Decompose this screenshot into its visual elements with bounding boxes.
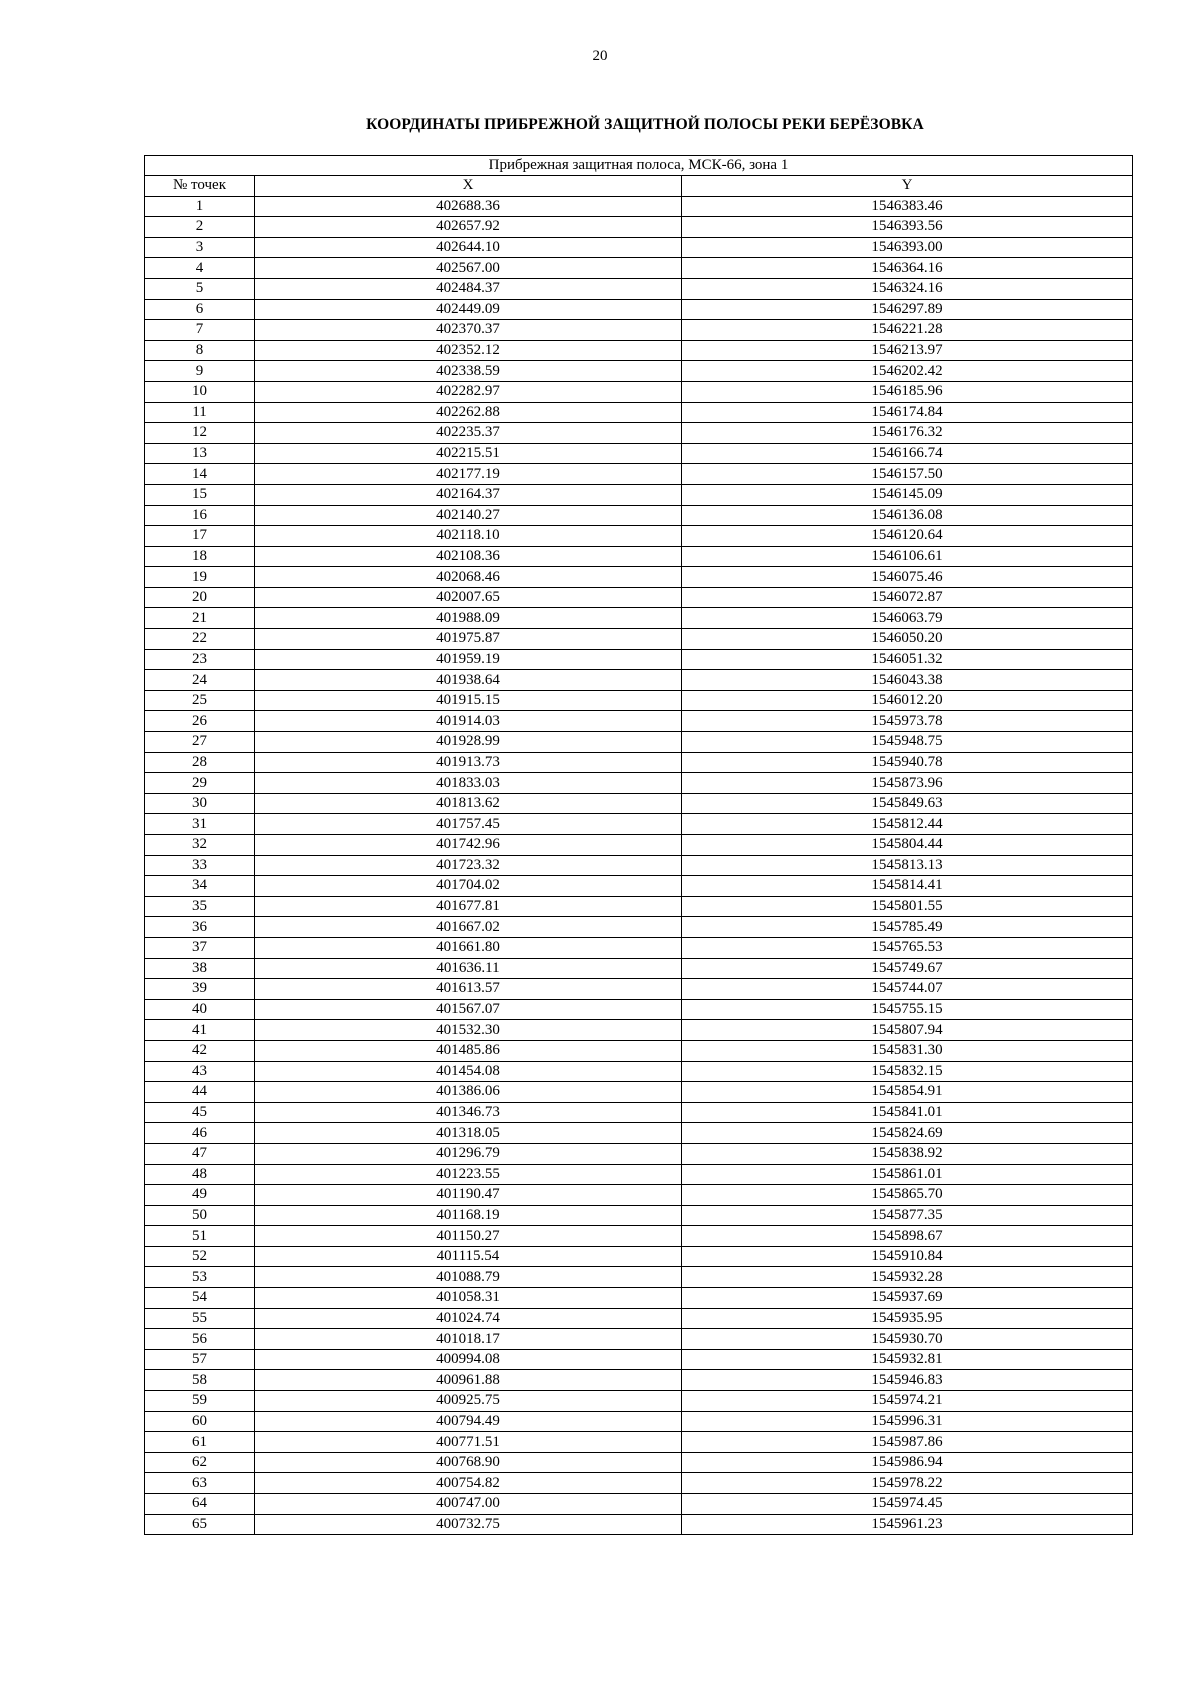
x-cell: 401667.02 (255, 917, 682, 938)
x-cell: 401058.31 (255, 1288, 682, 1309)
x-cell: 401318.05 (255, 1123, 682, 1144)
x-cell: 402164.37 (255, 484, 682, 505)
y-cell: 1546106.61 (682, 546, 1133, 567)
point-number-cell: 64 (145, 1494, 255, 1515)
y-cell: 1545910.84 (682, 1246, 1133, 1267)
x-cell: 401223.55 (255, 1164, 682, 1185)
table-caption: Прибрежная защитная полоса, МСК-66, зона 1 (145, 156, 1133, 176)
table-row (145, 1040, 1133, 1061)
x-cell: 401168.19 (255, 1205, 682, 1226)
x-cell: 401757.45 (255, 814, 682, 835)
x-cell: 401018.17 (255, 1329, 682, 1350)
x-cell: 401959.19 (255, 649, 682, 670)
y-cell: 1546145.09 (682, 484, 1133, 505)
x-cell: 401704.02 (255, 876, 682, 897)
y-cell: 1545932.28 (682, 1267, 1133, 1288)
point-number-cell: 45 (145, 1102, 255, 1123)
y-cell: 1546075.46 (682, 567, 1133, 588)
table-row (145, 670, 1133, 691)
table-row (145, 484, 1133, 505)
point-number-cell: 29 (145, 773, 255, 794)
point-number-cell: 10 (145, 381, 255, 402)
point-number-cell: 12 (145, 423, 255, 444)
table-row (145, 1329, 1133, 1350)
table-row (145, 917, 1133, 938)
y-cell: 1546213.97 (682, 340, 1133, 361)
table-row (145, 835, 1133, 856)
point-number-cell: 41 (145, 1020, 255, 1041)
x-cell: 401532.30 (255, 1020, 682, 1041)
point-number-cell: 33 (145, 855, 255, 876)
table-row (145, 402, 1133, 423)
table-row (145, 1143, 1133, 1164)
y-cell: 1545987.86 (682, 1432, 1133, 1453)
table-row (145, 299, 1133, 320)
x-cell: 400994.08 (255, 1349, 682, 1370)
y-cell: 1545937.69 (682, 1288, 1133, 1309)
point-number-cell: 53 (145, 1267, 255, 1288)
table-row (145, 526, 1133, 547)
header-y: Y (682, 176, 1133, 197)
table-row (145, 1514, 1133, 1535)
table-row (145, 690, 1133, 711)
table-row (145, 237, 1133, 258)
x-cell: 401938.64 (255, 670, 682, 691)
x-cell: 401613.57 (255, 979, 682, 1000)
x-cell: 401914.03 (255, 711, 682, 732)
y-cell: 1546297.89 (682, 299, 1133, 320)
y-cell: 1545996.31 (682, 1411, 1133, 1432)
x-cell: 402644.10 (255, 237, 682, 258)
point-number-cell: 6 (145, 299, 255, 320)
x-cell: 402484.37 (255, 278, 682, 299)
y-cell: 1546185.96 (682, 381, 1133, 402)
point-number-cell: 1 (145, 196, 255, 217)
y-cell: 1546174.84 (682, 402, 1133, 423)
point-number-cell: 11 (145, 402, 255, 423)
table-row (145, 567, 1133, 588)
point-number-cell: 60 (145, 1411, 255, 1432)
table-row (145, 1164, 1133, 1185)
y-cell: 1545865.70 (682, 1185, 1133, 1206)
y-cell: 1545973.78 (682, 711, 1133, 732)
y-cell: 1545935.95 (682, 1308, 1133, 1329)
point-number-cell: 59 (145, 1391, 255, 1412)
x-cell: 401636.11 (255, 958, 682, 979)
y-cell: 1546051.32 (682, 649, 1133, 670)
point-number-cell: 14 (145, 464, 255, 485)
y-cell: 1546050.20 (682, 629, 1133, 650)
y-cell: 1546012.20 (682, 690, 1133, 711)
y-cell: 1546364.16 (682, 258, 1133, 279)
table-row (145, 711, 1133, 732)
x-cell: 402370.37 (255, 320, 682, 341)
y-cell: 1545873.96 (682, 773, 1133, 794)
x-cell: 402118.10 (255, 526, 682, 547)
table-row (145, 1308, 1133, 1329)
table-row (145, 1123, 1133, 1144)
y-cell: 1545832.15 (682, 1061, 1133, 1082)
table-row (145, 464, 1133, 485)
table-row (145, 505, 1133, 526)
x-cell: 400754.82 (255, 1473, 682, 1494)
point-number-cell: 9 (145, 361, 255, 382)
table-row (145, 340, 1133, 361)
point-number-cell: 26 (145, 711, 255, 732)
x-cell: 401677.81 (255, 896, 682, 917)
point-number-cell: 16 (145, 505, 255, 526)
y-cell: 1545801.55 (682, 896, 1133, 917)
x-cell: 401386.06 (255, 1082, 682, 1103)
point-number-cell: 39 (145, 979, 255, 1000)
y-cell: 1545849.63 (682, 793, 1133, 814)
x-cell: 401913.73 (255, 752, 682, 773)
table-row (145, 196, 1133, 217)
point-number-cell: 47 (145, 1143, 255, 1164)
point-number-cell: 35 (145, 896, 255, 917)
y-cell: 1546383.46 (682, 196, 1133, 217)
y-cell: 1545744.07 (682, 979, 1133, 1000)
table-row (145, 587, 1133, 608)
document-title: КООРДИНАТЫ ПРИБРЕЖНОЙ ЗАЩИТНОЙ ПОЛОСЫ РЕКИ БЕРЁЗОВКА (366, 116, 924, 133)
y-cell: 1546072.87 (682, 587, 1133, 608)
point-number-cell: 5 (145, 278, 255, 299)
point-number-cell: 54 (145, 1288, 255, 1309)
point-number-cell: 43 (145, 1061, 255, 1082)
y-cell: 1545838.92 (682, 1143, 1133, 1164)
x-cell: 400747.00 (255, 1494, 682, 1515)
table-row (145, 1473, 1133, 1494)
table-row (145, 649, 1133, 670)
coordinates-table-body (145, 156, 1133, 1535)
y-cell: 1545807.94 (682, 1020, 1133, 1041)
y-cell: 1545974.45 (682, 1494, 1133, 1515)
point-number-cell: 52 (145, 1246, 255, 1267)
x-cell: 402007.65 (255, 587, 682, 608)
header-x: X (255, 176, 682, 197)
point-number-cell: 15 (145, 484, 255, 505)
table-row (145, 1288, 1133, 1309)
point-number-cell: 65 (145, 1514, 255, 1535)
y-cell: 1545948.75 (682, 732, 1133, 753)
x-cell: 402262.88 (255, 402, 682, 423)
y-cell: 1545930.70 (682, 1329, 1133, 1350)
x-cell: 401742.96 (255, 835, 682, 856)
point-number-cell: 49 (145, 1185, 255, 1206)
y-cell: 1545932.81 (682, 1349, 1133, 1370)
point-number-cell: 50 (145, 1205, 255, 1226)
point-number-cell: 13 (145, 443, 255, 464)
y-cell: 1545986.94 (682, 1452, 1133, 1473)
table-row (145, 1370, 1133, 1391)
x-cell: 402177.19 (255, 464, 682, 485)
y-cell: 1545749.67 (682, 958, 1133, 979)
table-row (145, 937, 1133, 958)
point-number-cell: 8 (145, 340, 255, 361)
point-number-cell: 24 (145, 670, 255, 691)
point-number-cell: 34 (145, 876, 255, 897)
x-cell: 401567.07 (255, 999, 682, 1020)
point-number-cell: 42 (145, 1040, 255, 1061)
x-cell: 402140.27 (255, 505, 682, 526)
table-row (145, 1185, 1133, 1206)
x-cell: 401454.08 (255, 1061, 682, 1082)
table-row (145, 1246, 1133, 1267)
table-row (145, 1452, 1133, 1473)
table-row (145, 1432, 1133, 1453)
x-cell: 402338.59 (255, 361, 682, 382)
point-number-cell: 30 (145, 793, 255, 814)
point-number-cell: 23 (145, 649, 255, 670)
coordinates-table (144, 155, 1133, 1535)
table-row (145, 1494, 1133, 1515)
x-cell: 401723.32 (255, 855, 682, 876)
y-cell: 1545877.35 (682, 1205, 1133, 1226)
point-number-cell: 19 (145, 567, 255, 588)
x-cell: 401346.73 (255, 1102, 682, 1123)
x-cell: 400771.51 (255, 1432, 682, 1453)
y-cell: 1546157.50 (682, 464, 1133, 485)
point-number-cell: 56 (145, 1329, 255, 1350)
page-number: 20 (592, 48, 608, 64)
table-row (145, 1082, 1133, 1103)
y-cell: 1545940.78 (682, 752, 1133, 773)
y-cell: 1546063.79 (682, 608, 1133, 629)
table-row (145, 979, 1133, 1000)
table-row (145, 1102, 1133, 1123)
table-row (145, 320, 1133, 341)
point-number-cell: 7 (145, 320, 255, 341)
table-row (145, 814, 1133, 835)
point-number-cell: 46 (145, 1123, 255, 1144)
point-number-cell: 36 (145, 917, 255, 938)
y-cell: 1546393.00 (682, 237, 1133, 258)
table-row (145, 999, 1133, 1020)
y-cell: 1546393.56 (682, 217, 1133, 238)
table-row (145, 217, 1133, 238)
table-row (145, 1061, 1133, 1082)
x-cell: 401928.99 (255, 732, 682, 753)
table-row (145, 1267, 1133, 1288)
x-cell: 400925.75 (255, 1391, 682, 1412)
y-cell: 1546324.16 (682, 278, 1133, 299)
table-row (145, 732, 1133, 753)
y-cell: 1546120.64 (682, 526, 1133, 547)
x-cell: 402108.36 (255, 546, 682, 567)
x-cell: 402449.09 (255, 299, 682, 320)
table-row (145, 361, 1133, 382)
table-row (145, 876, 1133, 897)
point-number-cell: 55 (145, 1308, 255, 1329)
x-cell: 401150.27 (255, 1226, 682, 1247)
y-cell: 1545946.83 (682, 1370, 1133, 1391)
x-cell: 402215.51 (255, 443, 682, 464)
x-cell: 400732.75 (255, 1514, 682, 1535)
table-row (145, 1226, 1133, 1247)
point-number-cell: 37 (145, 937, 255, 958)
x-cell: 402688.36 (255, 196, 682, 217)
header-point-number: № точек (145, 176, 255, 197)
table-row (145, 1205, 1133, 1226)
table-row (145, 958, 1133, 979)
x-cell: 402352.12 (255, 340, 682, 361)
x-cell: 401088.79 (255, 1267, 682, 1288)
point-number-cell: 2 (145, 217, 255, 238)
y-cell: 1545978.22 (682, 1473, 1133, 1494)
x-cell: 401024.74 (255, 1308, 682, 1329)
table-row (145, 1411, 1133, 1432)
point-number-cell: 31 (145, 814, 255, 835)
x-cell: 402567.00 (255, 258, 682, 279)
y-cell: 1545765.53 (682, 937, 1133, 958)
x-cell: 402068.46 (255, 567, 682, 588)
point-number-cell: 28 (145, 752, 255, 773)
point-number-cell: 40 (145, 999, 255, 1020)
y-cell: 1546136.08 (682, 505, 1133, 526)
x-cell: 401988.09 (255, 608, 682, 629)
x-cell: 402657.92 (255, 217, 682, 238)
y-cell: 1546202.42 (682, 361, 1133, 382)
table-row (145, 629, 1133, 650)
x-cell: 400961.88 (255, 1370, 682, 1391)
table-row (145, 546, 1133, 567)
table-row (145, 258, 1133, 279)
y-cell: 1545813.13 (682, 855, 1133, 876)
point-number-cell: 22 (145, 629, 255, 650)
y-cell: 1545812.44 (682, 814, 1133, 835)
point-number-cell: 51 (145, 1226, 255, 1247)
x-cell: 401833.03 (255, 773, 682, 794)
y-cell: 1545831.30 (682, 1040, 1133, 1061)
y-cell: 1545861.01 (682, 1164, 1133, 1185)
point-number-cell: 20 (145, 587, 255, 608)
table-header-row (145, 176, 1133, 197)
x-cell: 400794.49 (255, 1411, 682, 1432)
y-cell: 1545814.41 (682, 876, 1133, 897)
y-cell: 1545824.69 (682, 1123, 1133, 1144)
table-row (145, 1391, 1133, 1412)
point-number-cell: 3 (145, 237, 255, 258)
table-row (145, 381, 1133, 402)
table-row (145, 896, 1133, 917)
x-cell: 401975.87 (255, 629, 682, 650)
y-cell: 1545785.49 (682, 917, 1133, 938)
y-cell: 1545898.67 (682, 1226, 1133, 1247)
x-cell: 401661.80 (255, 937, 682, 958)
point-number-cell: 61 (145, 1432, 255, 1453)
y-cell: 1545804.44 (682, 835, 1133, 856)
point-number-cell: 21 (145, 608, 255, 629)
x-cell: 402235.37 (255, 423, 682, 444)
table-row (145, 443, 1133, 464)
y-cell: 1545841.01 (682, 1102, 1133, 1123)
x-cell: 401190.47 (255, 1185, 682, 1206)
y-cell: 1545755.15 (682, 999, 1133, 1020)
table-caption-row (145, 156, 1133, 176)
x-cell: 401813.62 (255, 793, 682, 814)
point-number-cell: 25 (145, 690, 255, 711)
x-cell: 401115.54 (255, 1246, 682, 1267)
point-number-cell: 57 (145, 1349, 255, 1370)
x-cell: 402282.97 (255, 381, 682, 402)
y-cell: 1545961.23 (682, 1514, 1133, 1535)
table-row (145, 1020, 1133, 1041)
x-cell: 400768.90 (255, 1452, 682, 1473)
point-number-cell: 38 (145, 958, 255, 979)
point-number-cell: 48 (145, 1164, 255, 1185)
y-cell: 1546176.32 (682, 423, 1133, 444)
point-number-cell: 17 (145, 526, 255, 547)
point-number-cell: 27 (145, 732, 255, 753)
point-number-cell: 44 (145, 1082, 255, 1103)
x-cell: 401485.86 (255, 1040, 682, 1061)
table-row (145, 855, 1133, 876)
y-cell: 1546166.74 (682, 443, 1133, 464)
table-row (145, 608, 1133, 629)
y-cell: 1545854.91 (682, 1082, 1133, 1103)
x-cell: 401915.15 (255, 690, 682, 711)
table-row (145, 773, 1133, 794)
table-row (145, 278, 1133, 299)
table-row (145, 423, 1133, 444)
y-cell: 1546221.28 (682, 320, 1133, 341)
x-cell: 401296.79 (255, 1143, 682, 1164)
point-number-cell: 63 (145, 1473, 255, 1494)
table-row (145, 752, 1133, 773)
point-number-cell: 32 (145, 835, 255, 856)
point-number-cell: 18 (145, 546, 255, 567)
point-number-cell: 58 (145, 1370, 255, 1391)
table-row (145, 793, 1133, 814)
point-number-cell: 62 (145, 1452, 255, 1473)
point-number-cell: 4 (145, 258, 255, 279)
y-cell: 1546043.38 (682, 670, 1133, 691)
table-row (145, 1349, 1133, 1370)
y-cell: 1545974.21 (682, 1391, 1133, 1412)
